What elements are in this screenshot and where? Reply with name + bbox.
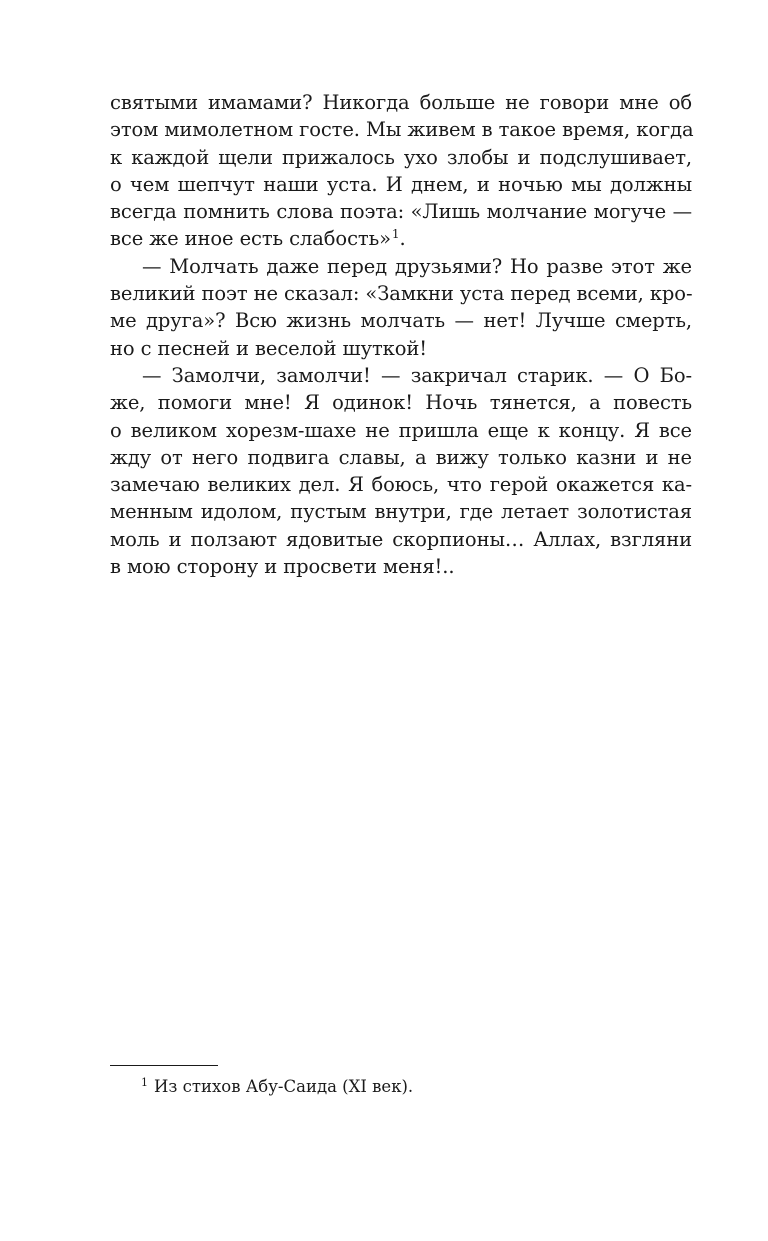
text-line: все же иное есть слабость» [110, 227, 391, 251]
footnote-divider [110, 1065, 218, 1066]
footnote-reference-tail: . [399, 227, 406, 251]
text-line: в мою сторону и просвети меня!.. [110, 555, 455, 579]
text-line: — Молчать даже перед друзьями? Но разве этот же [142, 254, 692, 278]
main-text [110, 89, 692, 580]
text-line: о чем шепчут наши уста. И днем, и ночью мы должны [110, 172, 692, 196]
text-line: жду от него подвига славы, а вижу только казни и не [110, 445, 692, 469]
text-line: менным идолом, пустым внутри, где летает золотистая [110, 500, 692, 524]
footnote [141, 1076, 413, 1098]
text-line: моль и ползают ядовитые скорпионы… Аллах, взгляни [110, 527, 692, 551]
text-line: ме друга»? Всю жизнь молчать — нет! Лучше смерть, [110, 309, 692, 333]
text-line: но с песней и веселой шуткой! [110, 336, 427, 360]
footnote-reference[interactable]: 1 [391, 226, 400, 241]
text-line: — Замолчи, замолчи! — закричал старик. — О Бо- [142, 363, 692, 387]
text-line: святыми имамами? Никогда больше не говори мне об [110, 91, 692, 114]
text-line: всегда помнить слова поэта: «Лишь молчание могуче — [110, 200, 692, 224]
footnote-text: Из стихов Абу-Саида (XI век). [154, 1077, 414, 1096]
text-line-with-footnote [110, 225, 692, 252]
text-line: этом мимолетном госте. Мы живем в такое время, когда [110, 118, 694, 142]
text-line: замечаю великих дел. Я боюсь, что герой окажется ка- [110, 473, 692, 497]
text-line: о великом хорезм-шахе не пришла еще к концу. Я все [110, 418, 692, 442]
text-line: же, помоги мне! Я одинок! Ночь тянется, а повесть [110, 391, 692, 415]
text-line: к каждой щели прижалось ухо злобы и подслушивает, [110, 145, 692, 169]
text-line: великий поэт не сказал: «Замкни уста перед всеми, кро- [110, 282, 693, 306]
footnote-number: 1 [141, 1075, 148, 1089]
